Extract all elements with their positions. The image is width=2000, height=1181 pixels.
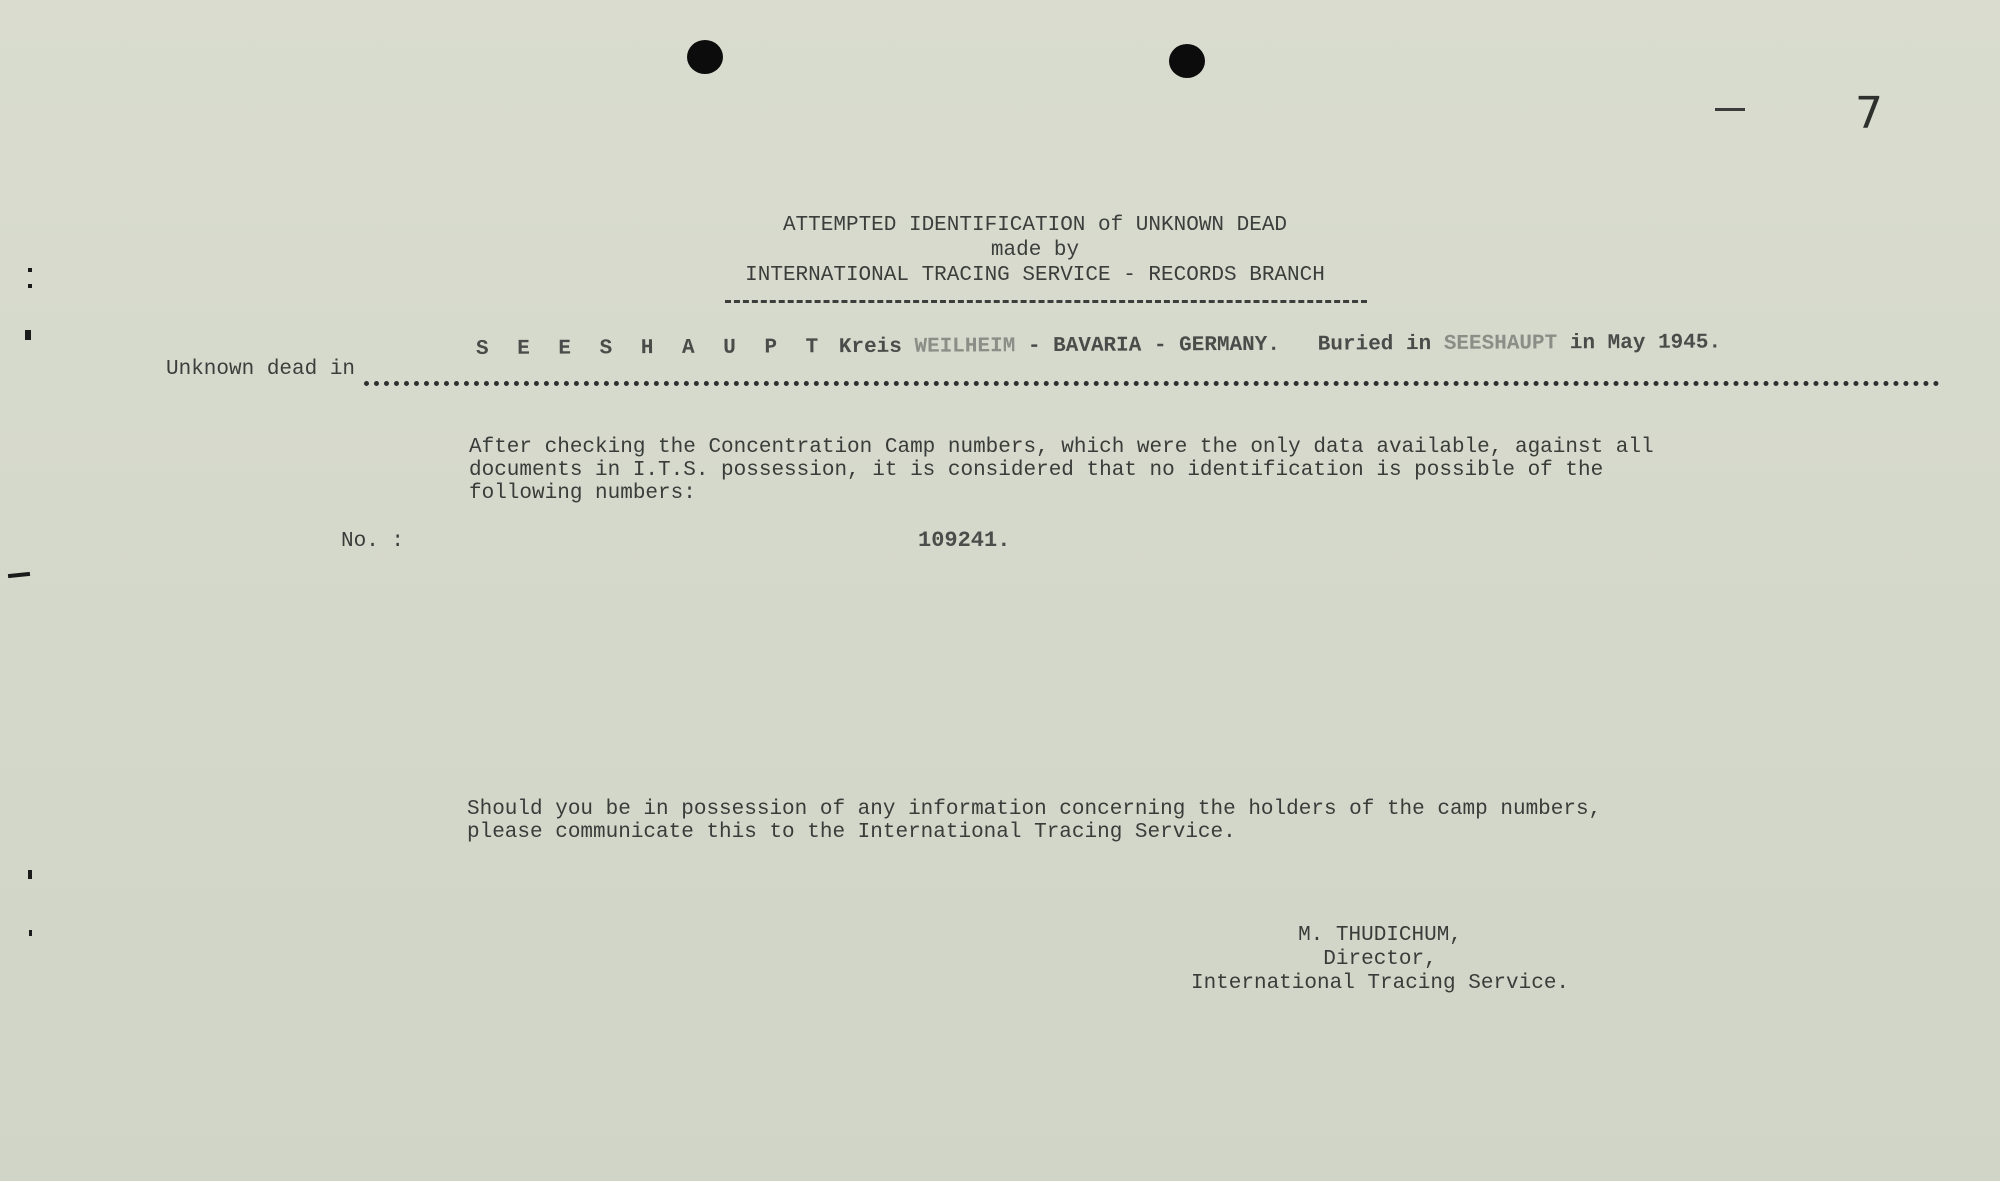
margin-mark	[28, 284, 32, 288]
paragraph-line: Should you be in possession of any information concerning the holders of the camp numbers,	[467, 798, 1602, 821]
margin-mark	[28, 870, 32, 879]
findings-paragraph	[469, 436, 1654, 505]
buried-label: Buried in	[1317, 332, 1432, 357]
margin-mark	[8, 572, 30, 578]
paragraph-line: documents in I.T.S. possession, it is considered that no identification is possible of the	[469, 459, 1604, 482]
page-number: 7	[1855, 88, 1883, 139]
signatory-organization: International Tracing Service.	[1190, 972, 1570, 995]
unknown-dead-label: Unknown dead in	[166, 358, 356, 381]
signatory-name: M. THUDICHUM,	[1298, 924, 1462, 947]
kreis-label: Kreis	[838, 335, 902, 360]
heading-line-2: made by	[990, 239, 1080, 262]
heading-line-3: INTERNATIONAL TRACING SERVICE - RECORDS BRANCH	[745, 264, 1325, 287]
margin-mark	[29, 930, 32, 936]
paragraph-line: After checking the Concentration Camp numbers, which were the only data available, against all	[469, 436, 1654, 459]
corner-mark	[1715, 108, 1745, 111]
number-label: No. :	[341, 530, 405, 553]
paragraph-line: please communicate this to the International Tracing Service.	[467, 821, 1236, 844]
margin-mark	[28, 268, 32, 272]
punch-hole-left	[687, 40, 723, 74]
margin-mark	[25, 330, 31, 340]
signatory-role: Director,	[1323, 948, 1437, 971]
request-paragraph	[467, 798, 1601, 844]
burial-place: SEESHAUPT	[1443, 332, 1558, 356]
place-name: S E E S H A U P T	[475, 336, 827, 361]
punch-hole-right	[1169, 44, 1205, 78]
region-name: - BAVARIA - GERMANY.	[1027, 333, 1281, 359]
district-name: WEILHEIM	[914, 335, 1016, 359]
location-entry	[476, 331, 1721, 361]
signature-block	[1180, 924, 1580, 996]
heading-underline	[725, 300, 1367, 303]
heading-line-1: ATTEMPTED IDENTIFICATION of UNKNOWN DEAD	[782, 214, 1288, 237]
document-heading	[700, 213, 1370, 288]
camp-number: 109241.	[918, 528, 1011, 553]
paragraph-line: following numbers:	[469, 482, 696, 505]
burial-date: in May 1945.	[1569, 331, 1722, 356]
dotted-fill-line	[364, 381, 1940, 386]
